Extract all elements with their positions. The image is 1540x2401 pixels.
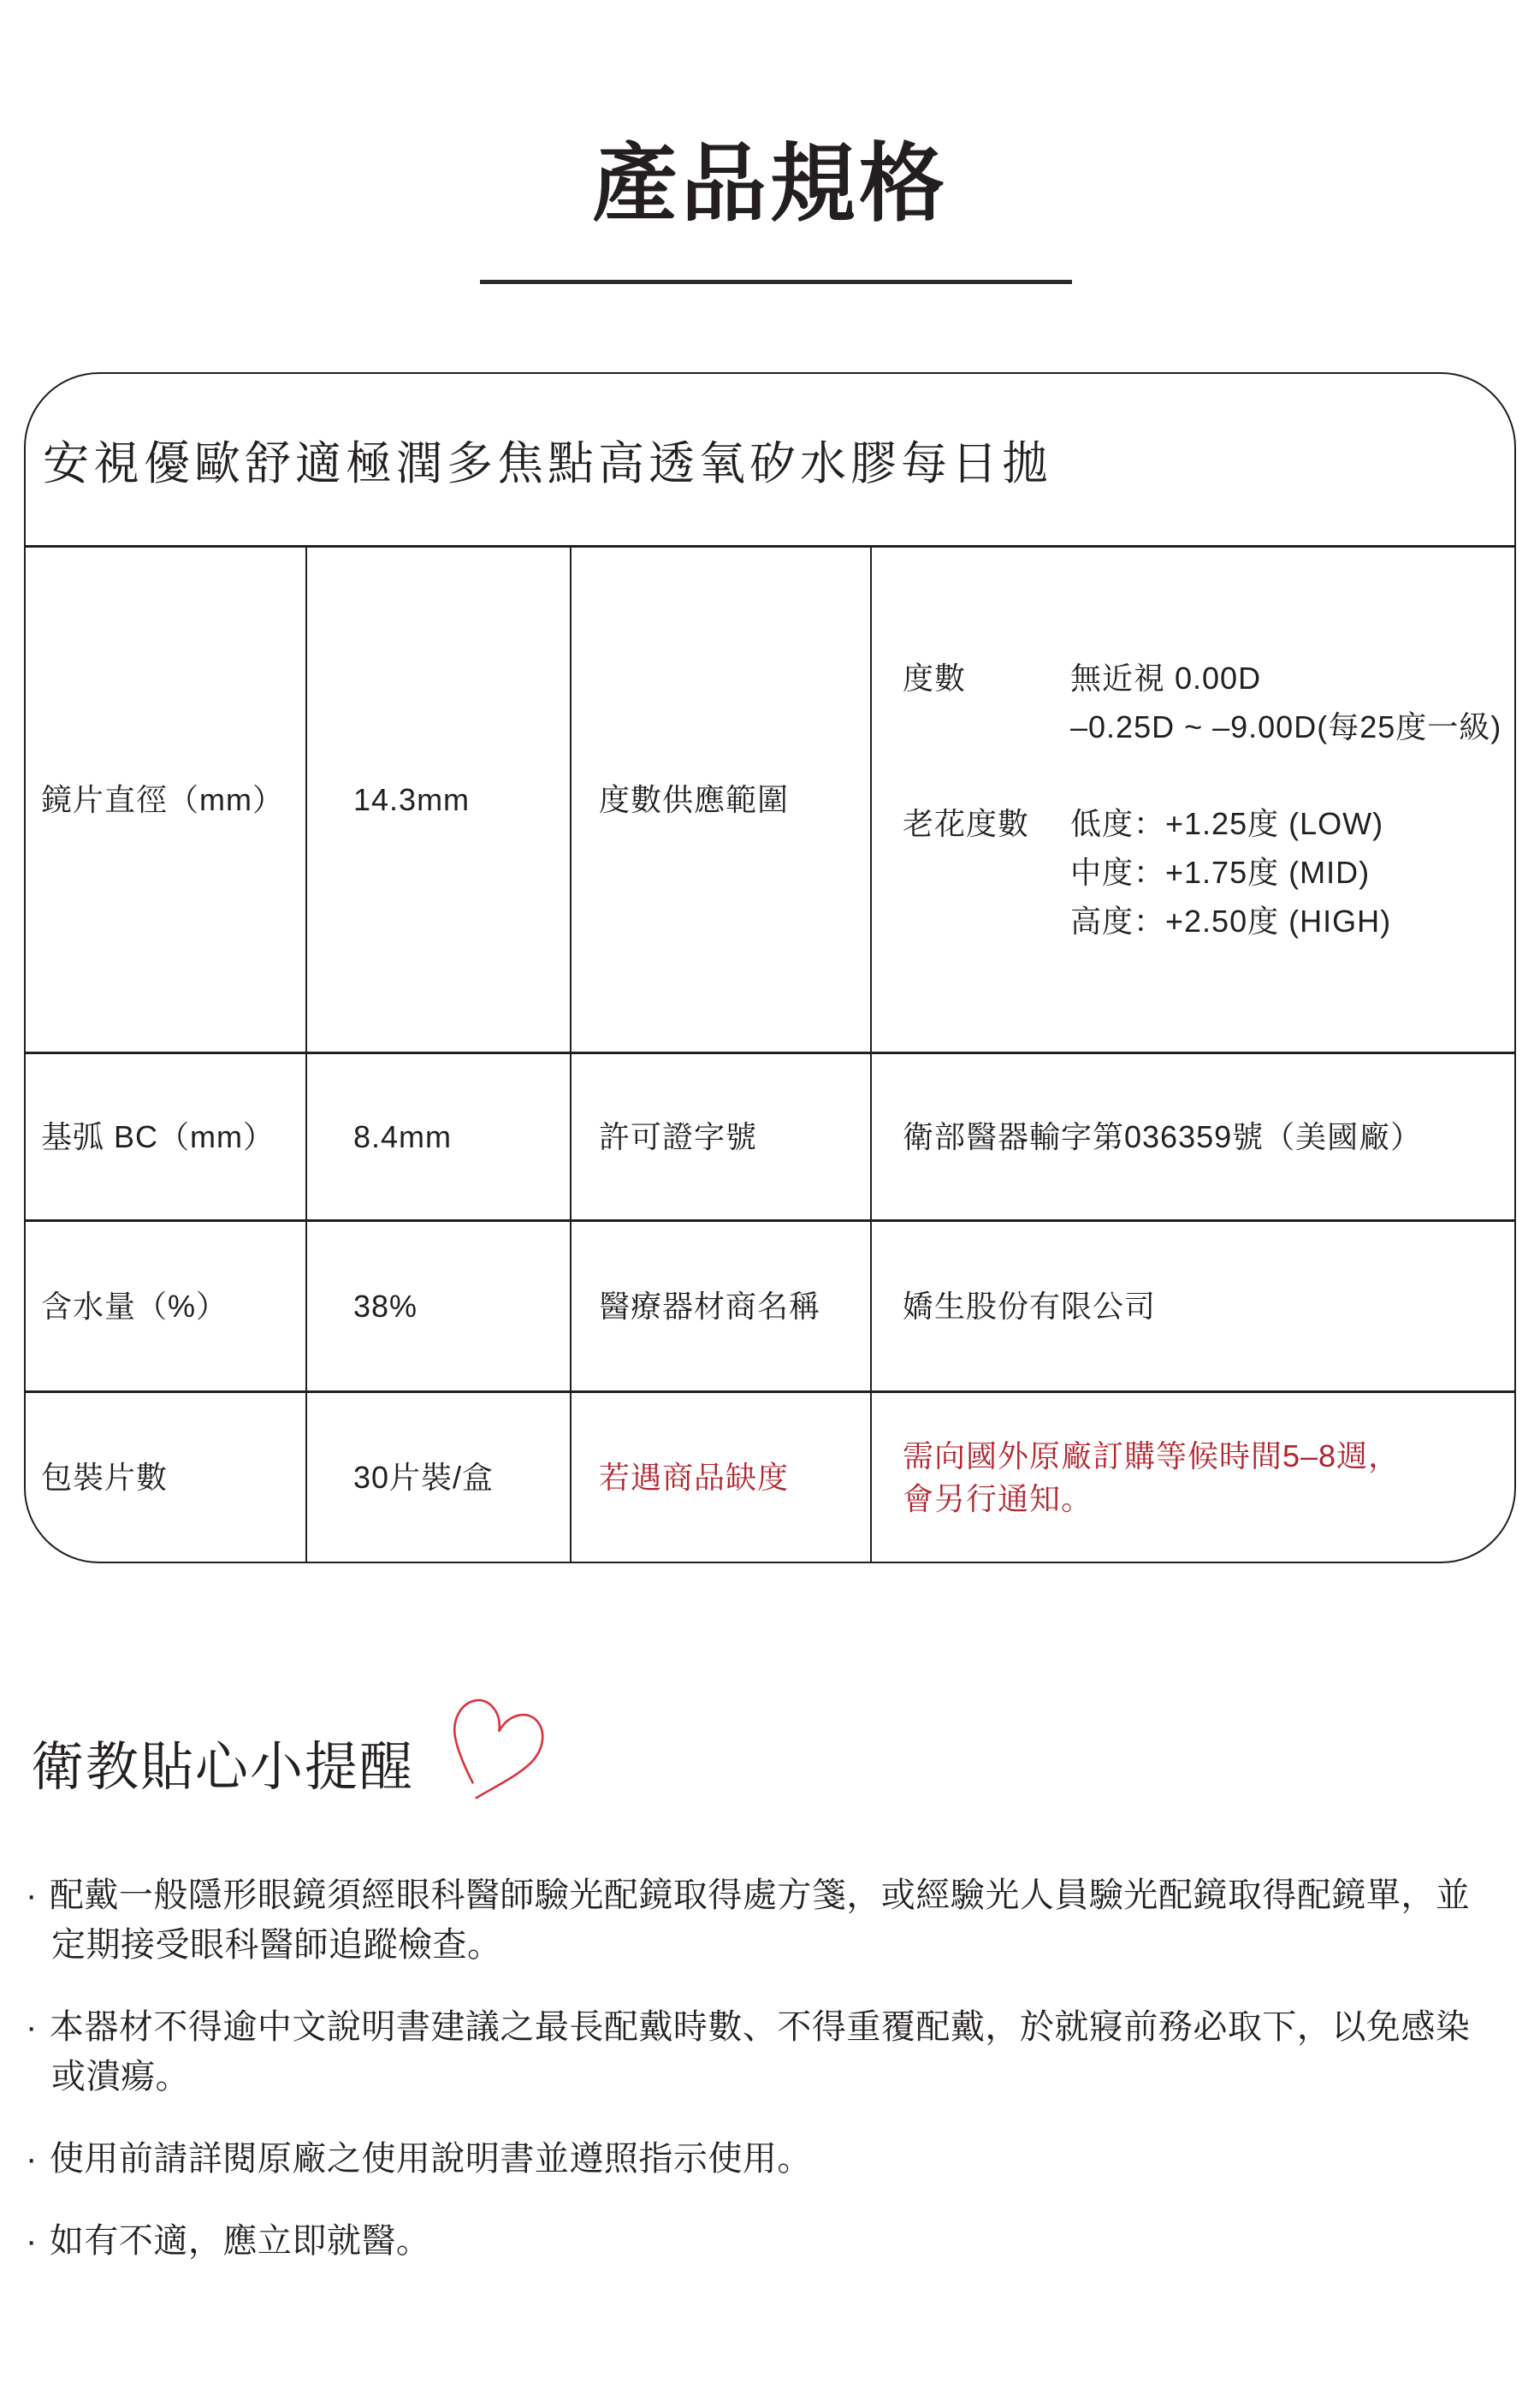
table-row-water-content bbox=[26, 1219, 1514, 1390]
power-range-label: 度數供應範圍 bbox=[570, 548, 870, 1052]
license-label: 許可證字號 bbox=[570, 1054, 870, 1219]
tips-heading: 衛教貼心小提醒 bbox=[31, 1738, 415, 1797]
pack-count-label: 包裝片數 bbox=[41, 1459, 169, 1495]
tip-text-1: 配戴一般隱形眼鏡須經眼科醫師驗光配鏡取得處方箋，或經驗光人員驗光配鏡取得配鏡單，並定期接受眼科醫師追蹤檢查。 bbox=[49, 1876, 1471, 1964]
pack-count-value: 30片裝/盒 bbox=[305, 1393, 570, 1562]
tip-text-4: 如有不適，應立即就醫。 bbox=[49, 2222, 431, 2260]
power-range-value bbox=[870, 548, 1514, 1052]
addpower-high: 高度：+2.50度 (HIGH) bbox=[1070, 904, 1392, 939]
shortage-note-line2: 會另行通知。 bbox=[903, 1480, 1093, 1516]
diameter-value: 14.3mm bbox=[305, 548, 570, 1052]
bullet-dot: · bbox=[26, 2008, 38, 2046]
tips-list bbox=[26, 1870, 1494, 2298]
base-curve-label: 基弧 BC（mm） bbox=[41, 1118, 275, 1154]
table-row-base-curve bbox=[26, 1052, 1514, 1219]
power-line-plano: 無近視 0.00D bbox=[1070, 661, 1262, 696]
tip-item-2 bbox=[26, 2002, 1494, 2102]
tip-text-3: 使用前請詳閱原廠之使用說明書並遵照指示使用。 bbox=[49, 2140, 812, 2178]
spec-table bbox=[24, 372, 1516, 1563]
tip-item-4 bbox=[26, 2216, 1494, 2266]
diameter-label: 鏡片直徑（mm） bbox=[41, 781, 284, 817]
addpower-group bbox=[903, 799, 1391, 946]
tip-item-1 bbox=[26, 1870, 1494, 1970]
title-underline bbox=[480, 280, 1072, 284]
power-line-myopia: –0.25D ~ –9.00D(每25度一級) bbox=[1070, 709, 1502, 744]
vendor-label: 醫療器材商名稱 bbox=[570, 1222, 870, 1390]
page-title: 產品規格 bbox=[592, 136, 948, 232]
bullet-dot: · bbox=[26, 1876, 38, 1914]
shortage-note bbox=[870, 1393, 1514, 1562]
power-group bbox=[903, 654, 1502, 751]
shortage-note-line1: 需向國外原廠訂購等候時間5–8週， bbox=[903, 1438, 1401, 1473]
license-value: 衛部醫器輸字第036359號（美國廠） bbox=[870, 1054, 1514, 1219]
addpower-mid: 中度：+1.75度 (MID) bbox=[1070, 855, 1371, 890]
addpower-low: 低度：+1.25度 (LOW) bbox=[1070, 806, 1384, 841]
heart-icon bbox=[440, 1697, 544, 1810]
addpower-label: 老花度數 bbox=[903, 806, 1030, 841]
base-curve-value: 8.4mm bbox=[305, 1054, 570, 1219]
bullet-dot: · bbox=[26, 2140, 38, 2178]
bullet-dot: · bbox=[26, 2222, 38, 2260]
tip-text-2: 本器材不得逾中文說明書建議之最長配戴時數、不得重覆配戴，於就寢前務必取下，以免感染或潰瘍。 bbox=[49, 2008, 1471, 2096]
vendor-value: 嬌生股份有限公司 bbox=[870, 1222, 1514, 1390]
power-label: 度數 bbox=[903, 661, 967, 696]
water-content-label: 含水量（%） bbox=[41, 1288, 228, 1324]
product-name: 安視優歐舒適極潤多焦點高透氧矽水膠每日拋 bbox=[26, 374, 1514, 548]
water-content-value: 38% bbox=[305, 1222, 570, 1390]
table-row-pack-count bbox=[26, 1390, 1514, 1562]
table-row-diameter bbox=[26, 548, 1514, 1052]
shortage-label: 若遇商品缺度 bbox=[570, 1393, 870, 1562]
tip-item-3 bbox=[26, 2134, 1494, 2184]
